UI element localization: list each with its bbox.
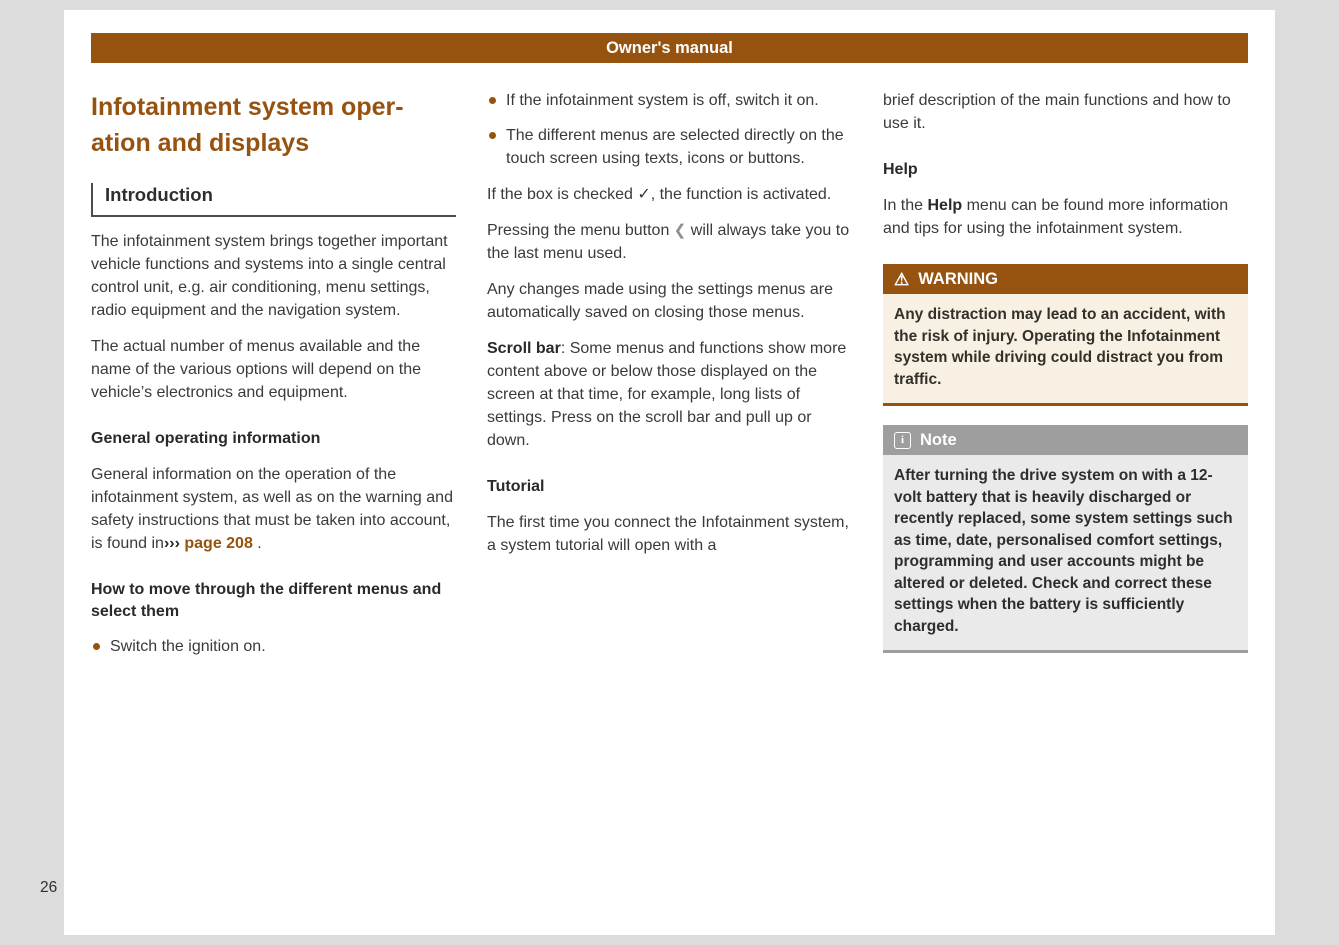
paragraph-general-info <box>91 463 456 555</box>
bullet-icon <box>489 132 496 139</box>
menu-back-icon: ❮ <box>673 222 687 239</box>
column-right <box>883 89 1248 658</box>
list-item-text: Switch the ignition on. <box>110 638 266 655</box>
paragraph-menu-post: will always take you to the last menu used. <box>487 222 850 262</box>
list-item <box>487 89 852 112</box>
paragraph-settings-saved: Any changes made using the settings menus are automatically saved on closing those menus. <box>487 281 833 321</box>
list-item <box>487 124 852 170</box>
xref-icon: ››› <box>163 535 180 552</box>
warning-box <box>883 264 1248 406</box>
list-item-text: The different menus are selected directly on the touch screen using texts, icons or buttons. <box>506 127 844 167</box>
bullet-icon <box>489 97 496 104</box>
paragraph-help-post: menu can be found more information and tips for using the infotainment system. <box>883 197 1229 237</box>
list-item-text: If the infotainment system is off, switch it on. <box>506 92 819 109</box>
paragraph-intro-1: The infotainment system brings together important vehicle functions and systems into a single central control unit, e.g. air conditioning, menu settings, radio equipment and the navigation system. <box>91 233 448 319</box>
page-number: 26 <box>40 879 58 896</box>
bullet-icon <box>93 643 100 650</box>
note-box-body: After turning the drive system on with a 12-volt battery that is heavily discharged or recently replaced, some system settings such as time, date, personalised comfort settings, programming and user accounts might be altered or deleted. Check and correct these settings when the battery is sufficiently charged. <box>883 455 1248 653</box>
paragraph-help-pre: In the <box>883 197 928 214</box>
heading-how-to-move: How to move through the different menus and select them <box>91 581 442 620</box>
column-left <box>91 89 456 658</box>
section-heading-introduction: Introduction <box>91 183 456 217</box>
paragraph-general-end: . <box>252 535 262 552</box>
warning-box-header <box>883 264 1248 294</box>
warning-icon: ⚠ <box>894 269 910 289</box>
paragraph-scroll-bar <box>487 337 852 452</box>
help-menu-term: Help <box>927 197 963 214</box>
paragraph-checkbox <box>487 183 852 206</box>
heading-general-operating: General operating information <box>91 430 321 447</box>
chapter-title-line1: Infotainment system oper- <box>91 93 404 121</box>
paragraph-checkbox-post: , the function is activated. <box>650 186 832 203</box>
list-item <box>91 635 456 658</box>
column-middle <box>487 89 852 658</box>
content-columns <box>64 63 1275 658</box>
paragraph-general-text: General information on the operation of the infotainment system, as well as on the warning and safety instructions that must be taken into account, is found in <box>91 466 453 552</box>
note-box-header <box>883 425 1248 455</box>
scroll-bar-term: Scroll bar <box>487 340 561 357</box>
paragraph-help <box>883 194 1248 240</box>
paragraph-scroll-text: : Some menus and functions show more content above or below those displayed on the screen at that time, for example, long lists of settings. Press on the scroll bar and pull up or down. <box>487 340 847 449</box>
heading-tutorial: Tutorial <box>487 478 545 495</box>
paragraph-checkbox-pre: If the box is checked <box>487 186 638 203</box>
chapter-title-line2: ation and displays <box>91 129 310 157</box>
warning-box-body: Any distraction may lead to an accident, with the risk of injury. Operating the Infotainment system while driving could distract you from traffic. <box>883 294 1248 406</box>
page-header-bar <box>91 33 1248 63</box>
paragraph-menu-pre: Pressing the menu button <box>487 222 674 239</box>
paragraph-menu-button <box>487 219 852 265</box>
warning-box-title: WARNING <box>918 269 998 288</box>
note-box <box>883 425 1248 653</box>
chapter-title <box>91 89 456 161</box>
paragraph-intro-2: The actual number of menus available and the name of the various options will depend on the vehicle’s electronics and equipment. <box>91 338 421 401</box>
page-header-title: Owner's manual <box>606 38 733 57</box>
checkmark-icon: ✓ <box>637 186 651 203</box>
page-reference-link[interactable]: page 208 <box>179 535 253 552</box>
manual-page <box>64 10 1275 935</box>
note-info-icon: i <box>894 432 911 449</box>
note-box-title: Note <box>920 430 957 449</box>
heading-help: Help <box>883 161 918 178</box>
paragraph-tutorial: The first time you connect the Infotainment system, a system tutorial will open with a <box>487 514 849 554</box>
paragraph-tutorial-continuation: brief description of the main functions and how to use it. <box>883 92 1231 132</box>
